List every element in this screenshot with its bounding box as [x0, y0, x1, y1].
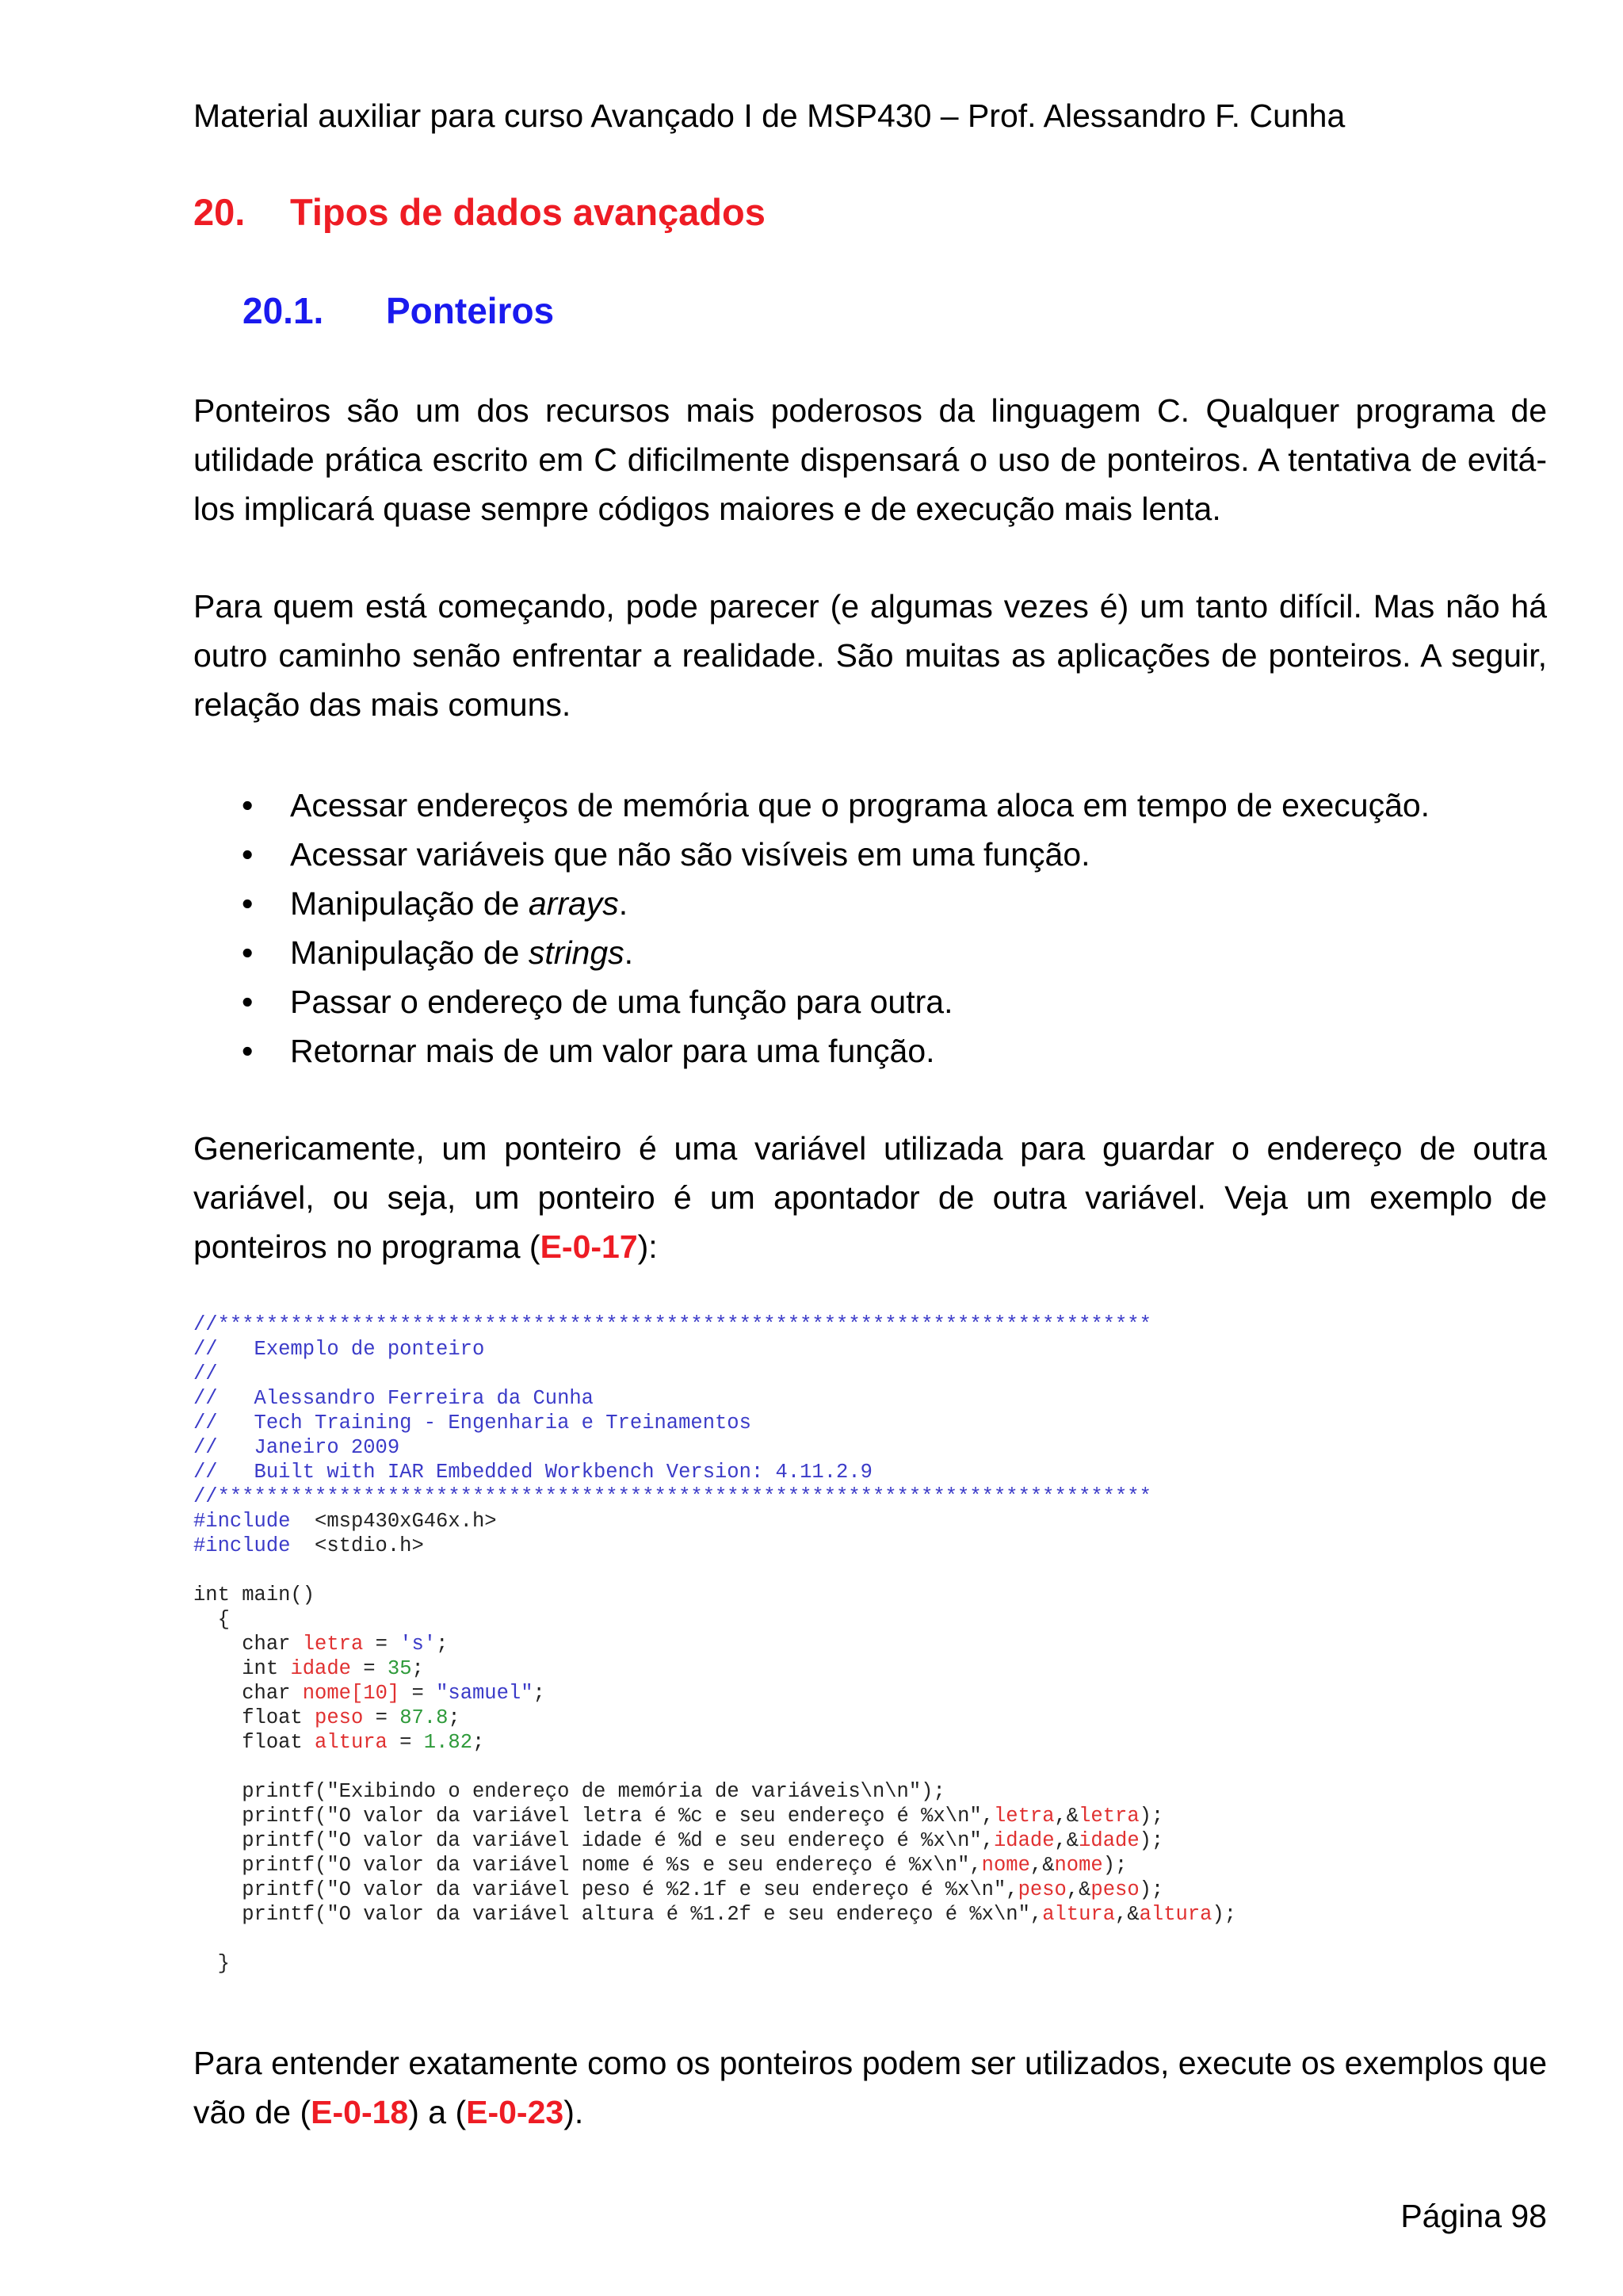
- code-line: [193, 1411, 1547, 1435]
- page-number: Página 98: [1400, 2198, 1547, 2234]
- code-variable: altura: [1139, 1903, 1212, 1926]
- bullet-icon: •: [242, 885, 254, 922]
- paragraph-definition-text: Genericamente, um ponteiro é uma variável utilizada para guardar o endereço de outra variável, ou seja, um ponteiro é um apontador de outra variável. Veja um exemplo de ponteiros no programa (: [193, 1130, 1547, 1265]
- list-item-text: Manipulação de: [290, 885, 529, 922]
- code-variable: nome[10]: [302, 1682, 400, 1705]
- code-statement: printf("O valor da variável letra é %c e seu endereço é %x\n",: [242, 1805, 994, 1828]
- code-line: [193, 1951, 1547, 1976]
- code-line: float altura = 1.82;: [242, 1731, 485, 1754]
- code-statement: printf("O valor da variável nome é %s e seu endereço é %x\n",: [242, 1854, 982, 1877]
- code-variable: idade: [1079, 1829, 1140, 1852]
- code-literal: 1.82: [423, 1731, 473, 1754]
- list-item-suffix: .: [624, 934, 634, 971]
- list-item-emphasis: arrays: [528, 885, 619, 922]
- bullet-icon: •: [242, 836, 254, 873]
- code-variable: letra: [1079, 1805, 1140, 1828]
- code-literal: 35: [387, 1657, 412, 1680]
- paragraph-examples-end: ).: [563, 2094, 584, 2130]
- subsection-heading: [242, 287, 554, 334]
- code-variable: letra: [302, 1633, 364, 1656]
- code-line: [193, 1558, 1547, 1583]
- list-item-suffix: .: [618, 885, 628, 922]
- list-item-text: Retornar mais de um valor para uma função.: [290, 1033, 935, 1069]
- code-type: char: [242, 1633, 291, 1656]
- example-reference: E-0-17: [540, 1228, 638, 1265]
- code-keyword: #include: [193, 1510, 291, 1533]
- code-line: printf("O valor da variável peso é %2.1f e seu endereço é %x\n",peso,&peso);: [242, 1878, 1164, 1901]
- code-line: [193, 1583, 1547, 1607]
- code-line: printf("O valor da variável altura é %1.2f e seu endereço é %x\n",altura,&altura);: [242, 1903, 1237, 1926]
- code-line: [193, 1435, 1547, 1460]
- code-type: float: [242, 1706, 303, 1729]
- list-item: [193, 879, 1547, 928]
- code-line: [193, 1484, 1547, 1509]
- list-item: [193, 977, 1547, 1026]
- applications-list: [193, 781, 1547, 1075]
- code-comment: // Janeiro 2009: [193, 1436, 400, 1459]
- code-line: [193, 1362, 1547, 1386]
- code-brace: {: [217, 1608, 230, 1631]
- paragraph-examples-text: Para entender exatamente como os ponteiros podem ser utilizados, execute os exemplos que vão de (: [193, 2045, 1547, 2130]
- code-type: int: [242, 1657, 279, 1680]
- code-brace: }: [217, 1952, 230, 1975]
- code-line: char nome[10] = "samuel";: [242, 1682, 545, 1705]
- code-comment: // Exemplo de ponteiro: [193, 1338, 485, 1361]
- code-line: [193, 1509, 1547, 1534]
- example-reference-end: E-0-23: [466, 2094, 564, 2130]
- code-variable: altura: [315, 1731, 388, 1754]
- paragraph-definition-end: ):: [637, 1228, 658, 1265]
- code-line: printf("O valor da variável idade é %d e seu endereço é %x\n",idade,&idade);: [242, 1829, 1164, 1852]
- paragraph-definition: [193, 1124, 1547, 1271]
- code-variable: nome: [981, 1854, 1030, 1877]
- code-variable: peso: [315, 1706, 364, 1729]
- subsection-title: Ponteiros: [386, 290, 555, 331]
- list-item-text: Passar o endereço de uma função para outra.: [290, 984, 953, 1020]
- list-item: [193, 830, 1547, 879]
- code-type: float: [242, 1731, 303, 1754]
- list-item-text: Acessar endereços de memória que o programa aloca em tempo de execução.: [290, 787, 1430, 823]
- code-comment: // Tech Training - Engenharia e Treinamentos: [193, 1412, 751, 1435]
- code-variable: peso: [1090, 1878, 1140, 1901]
- code-include-file: <msp430xG46x.h>: [315, 1510, 497, 1533]
- subsection-number: 20.1.: [242, 290, 324, 331]
- paragraph-examples-mid: ) a (: [408, 2094, 467, 2130]
- code-statement: printf("O valor da variável altura é %1.2f e seu endereço é %x\n",: [242, 1903, 1043, 1926]
- code-literal: 87.8: [399, 1706, 449, 1729]
- paragraph-applications: Para quem está começando, pode parecer (e algumas vezes é) um tanto difícil. Mas não há outro caminho senão enfrentar a realidade. São muitas as aplicações de ponteiros. A seguir, relação das mais comuns.: [193, 588, 1547, 723]
- code-comment: // Alessandro Ferreira da Cunha: [193, 1387, 594, 1410]
- code-line: [193, 1460, 1547, 1484]
- code-function-signature: int main(): [193, 1584, 315, 1606]
- code-variable: peso: [1018, 1878, 1067, 1901]
- code-comment: //: [193, 1362, 218, 1385]
- code-type: char: [242, 1682, 291, 1705]
- bullet-icon: •: [242, 984, 254, 1020]
- code-line: [193, 1337, 1547, 1362]
- section-title: Tipos de dados avançados: [290, 191, 766, 233]
- paragraph-intro: Ponteiros são um dos recursos mais poderosos da linguagem C. Qualquer programa de utilidade prática escrito em C dificilmente dispensará o uso de ponteiros. A tentativa de evitá-los implicará quase sempre códigos maiores e de execução mais lenta.: [193, 392, 1547, 527]
- bullet-icon: •: [242, 1033, 254, 1069]
- code-statement: printf("Exibindo o endereço de memória de variáveis\n\n");: [242, 1780, 945, 1803]
- list-item-text: Acessar variáveis que não são visíveis em uma função.: [290, 836, 1090, 873]
- code-line: printf("O valor da variável nome é %s e seu endereço é %x\n",nome,&nome);: [242, 1854, 1128, 1877]
- code-line: int idade = 35;: [242, 1657, 424, 1680]
- code-line: [193, 1534, 1547, 1558]
- code-line: printf("O valor da variável letra é %c e seu endereço é %x\n",letra,&letra);: [242, 1805, 1164, 1828]
- code-literal: 's': [399, 1633, 437, 1656]
- code-keyword: #include: [193, 1534, 291, 1557]
- paragraph-examples: [193, 2038, 1547, 2137]
- section-number: 20.: [193, 191, 246, 233]
- code-variable: idade: [993, 1829, 1055, 1852]
- code-line: [193, 1927, 1547, 1951]
- code-comment: // Built with IAR Embedded Workbench Version: 4.11.2.9: [193, 1461, 873, 1484]
- page-header: Material auxiliar para curso Avançado I de MSP430 – Prof. Alessandro F. Cunha: [193, 97, 1346, 134]
- code-statement: printf("O valor da variável idade é %d e seu endereço é %x\n",: [242, 1829, 994, 1852]
- code-literal: "samuel": [436, 1682, 533, 1705]
- code-comment: //*****************************************************************************: [193, 1485, 1151, 1508]
- list-item: [193, 1026, 1547, 1075]
- section-heading: [193, 189, 766, 236]
- code-line: [193, 1779, 1547, 1804]
- bullet-icon: •: [242, 934, 254, 971]
- example-reference-start: E-0-18: [311, 2094, 409, 2130]
- code-line: char letra = 's';: [242, 1633, 449, 1656]
- list-item: [193, 928, 1547, 977]
- code-variable: nome: [1054, 1854, 1103, 1877]
- code-comment: //*****************************************************************************: [193, 1313, 1151, 1336]
- bullet-icon: •: [242, 787, 254, 823]
- code-line: [193, 1755, 1547, 1779]
- code-variable: letra: [993, 1805, 1055, 1828]
- list-item: [193, 781, 1547, 830]
- code-line: [193, 1607, 1547, 1632]
- list-item-emphasis: strings: [528, 934, 624, 971]
- code-line: [193, 1312, 1547, 1337]
- code-statement: printf("O valor da variável peso é %2.1f e seu endereço é %x\n",: [242, 1878, 1018, 1901]
- code-line: float peso = 87.8;: [242, 1706, 460, 1729]
- code-variable: idade: [290, 1657, 351, 1680]
- code-include-file: <stdio.h>: [315, 1534, 424, 1557]
- code-listing: [193, 1312, 1547, 1976]
- code-variable: altura: [1042, 1903, 1116, 1926]
- code-line: [193, 1386, 1547, 1411]
- list-item-text: Manipulação de: [290, 934, 529, 971]
